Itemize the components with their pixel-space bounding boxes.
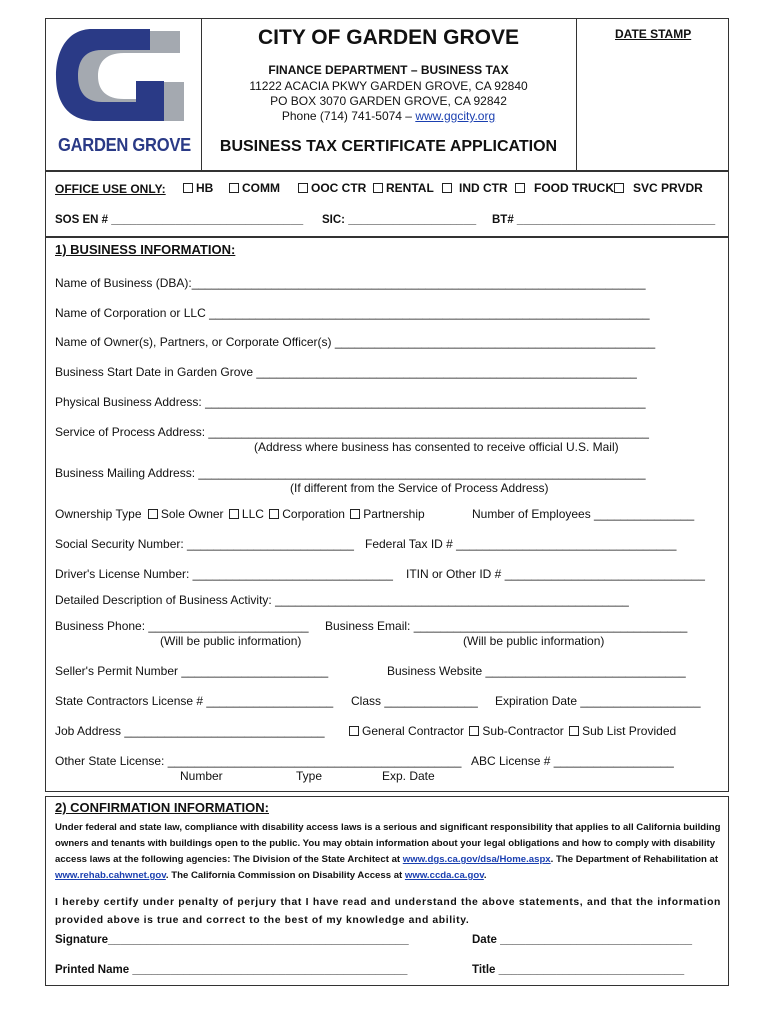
checkbox[interactable] (373, 183, 383, 193)
activity-field[interactable]: Detailed Description of Business Activity: _____________________________________________________ (55, 593, 629, 607)
expiration-date-field[interactable]: Expiration Date __________________ (495, 694, 701, 708)
disability-paragraph: Under federal and state law, compliance with disability access laws is a serious and significant responsibility that applies to all California building owners and tenants with buildings open to the public. You may obtain information about your legal obligations and how to comply with disability access laws at the following agencies: The Division of the State Architect at www.dgs.ca.gov/dsa/Home.aspx. The Department of Rehabilitation at www.rehab.cahwnet.gov. The California Commission on Disability Access at www.ccda.ca.gov. (55, 822, 721, 881)
mailing-address-note: (If different from the Service of Process Address) (290, 481, 549, 495)
checkbox-general-contractor[interactable] (349, 726, 359, 736)
business-phone-field[interactable]: Business Phone: ________________________ (55, 619, 309, 633)
logo-g-blue (56, 29, 164, 121)
class-field[interactable]: Class ______________ (351, 694, 478, 708)
sellers-permit-field[interactable]: Seller's Permit Number ______________________ (55, 664, 329, 678)
form-title: BUSINESS TAX CERTIFICATE APPLICATION (219, 138, 558, 155)
owners-field[interactable]: Name of Owner(s), Partners, or Corporate Officer(s) ________________________________________________ (55, 335, 656, 349)
address-line-2: PO BOX 3070 GARDEN GROVE, CA 92842 (270, 94, 507, 108)
date-field[interactable]: Date ______________________________ (472, 934, 692, 946)
sos-en-field[interactable]: SOS EN # ______________________________ (55, 214, 304, 226)
website-link[interactable]: www.ggcity.org (415, 109, 496, 123)
checkbox-sole-owner[interactable] (148, 509, 158, 519)
title-field[interactable]: Title _____________________________ (472, 964, 685, 976)
service-address-field[interactable]: Service of Process Address: __________________________________________________________________ (55, 425, 649, 439)
bt-field[interactable]: BT# _______________________________ (492, 214, 716, 226)
itin-field[interactable]: ITIN or Other ID # ______________________________ (406, 567, 705, 581)
business-phone-note: (Will be public information) (160, 634, 302, 648)
checkbox[interactable] (442, 183, 452, 193)
rehab-link[interactable]: www.rehab.cahwnet.gov (55, 870, 166, 881)
ownership-type-label: Ownership Type (55, 507, 142, 521)
office-opt-rental[interactable]: RENTAL (373, 181, 434, 195)
checkbox-sub-contractor[interactable] (469, 726, 479, 736)
office-opt-food-truck[interactable]: FOOD TRUCK (515, 181, 614, 195)
mailing-address-field[interactable]: Business Mailing Address: ___________________________________________________________________ (55, 466, 646, 480)
checkbox[interactable] (298, 183, 308, 193)
sub-label-type: Type (296, 769, 323, 783)
service-address-note: (Address where business has consented to receive official U.S. Mail) (254, 440, 619, 454)
printed-name-field[interactable]: Printed Name ___________________________________________ (55, 964, 408, 976)
date-stamp-label: DATE STAMP (615, 27, 692, 41)
garden-grove-logo (52, 26, 197, 126)
physical-address-field[interactable]: Physical Business Address: __________________________________________________________________ (55, 395, 646, 409)
datestamp-divider (576, 18, 577, 171)
phone-line (201, 109, 576, 123)
dgs-link[interactable]: www.dgs.ca.gov/dsa/Home.aspx (402, 854, 551, 865)
office-opt-ooc-ctr[interactable]: OOC CTR (298, 181, 366, 195)
start-date-field[interactable]: Business Start Date in Garden Grove _________________________________________________________ (55, 365, 637, 379)
office-opt-hb[interactable]: HB (183, 181, 213, 195)
checkbox-sub-list-provided[interactable] (569, 726, 579, 736)
ssn-field[interactable]: Social Security Number: _________________________ (55, 537, 354, 551)
city-title: CITY OF GARDEN GROVE (258, 26, 519, 49)
phone-text: Phone (714) 741-5074 – (281, 109, 416, 123)
checkbox[interactable] (614, 183, 624, 193)
ownership-type-row: Ownership Type Sole Owner LLC Corporation Partnership (55, 507, 425, 521)
abc-license-field[interactable]: ABC License # __________________ (471, 754, 674, 768)
job-address-field[interactable]: Job Address ______________________________ (55, 724, 325, 738)
business-email-field[interactable]: Business Email: _________________________________________ (325, 619, 688, 633)
office-opt-comm[interactable]: COMM (229, 181, 280, 195)
contractor-options-row: General Contractor Sub-Contractor Sub List Provided (349, 724, 676, 738)
checkbox-partnership[interactable] (350, 509, 360, 519)
employees-field[interactable]: Number of Employees _______________ (472, 507, 695, 521)
office-opt-svc-prvdr[interactable]: SVC PRVDR (614, 181, 703, 195)
checkbox-corporation[interactable] (269, 509, 279, 519)
checkbox[interactable] (515, 183, 525, 193)
business-info-heading: 1) BUSINESS INFORMATION: (55, 242, 236, 257)
office-opt-ind-ctr[interactable]: IND CTR (442, 181, 508, 195)
business-email-note: (Will be public information) (463, 634, 605, 648)
confirmation-heading: 2) CONFIRMATION INFORMATION: (55, 800, 269, 815)
business-website-field[interactable]: Business Website ______________________________ (387, 664, 686, 678)
logo-text: GARDEN GROVE (58, 135, 191, 155)
signature-field[interactable]: Signature_______________________________________________ (55, 934, 409, 946)
federal-tax-id-field[interactable]: Federal Tax ID # _________________________________ (365, 537, 677, 551)
sub-label-number: Number (180, 769, 223, 783)
drivers-license-field[interactable]: Driver's License Number: ______________________________ (55, 567, 393, 581)
checkbox[interactable] (229, 183, 239, 193)
checkbox-llc[interactable] (229, 509, 239, 519)
department: FINANCE DEPARTMENT – BUSINESS TAX (268, 63, 509, 77)
checkbox[interactable] (183, 183, 193, 193)
sub-label-exp: Exp. Date (382, 769, 435, 783)
corporation-field[interactable]: Name of Corporation or LLC __________________________________________________________________ (55, 306, 650, 320)
address-line-1: 11222 ACACIA PKWY GARDEN GROVE, CA 92840 (249, 79, 528, 93)
certify-statement: I hereby certify under penalty of perjury that I have read and understand the above statements, and that the information provided above is true and correct to the best of my knowledge and ability. (55, 897, 721, 926)
sic-field[interactable]: SIC: ____________________ (322, 214, 477, 226)
ccda-link[interactable]: www.ccda.ca.gov (404, 870, 484, 881)
business-name-field[interactable]: Name of Business (DBA):____________________________________________________________________ (55, 276, 646, 290)
contractor-license-field[interactable]: State Contractors License # ___________________ (55, 694, 334, 708)
other-license-field[interactable]: Other State License: ____________________________________________ (55, 754, 462, 768)
office-use-label: OFFICE USE ONLY: (55, 182, 166, 196)
